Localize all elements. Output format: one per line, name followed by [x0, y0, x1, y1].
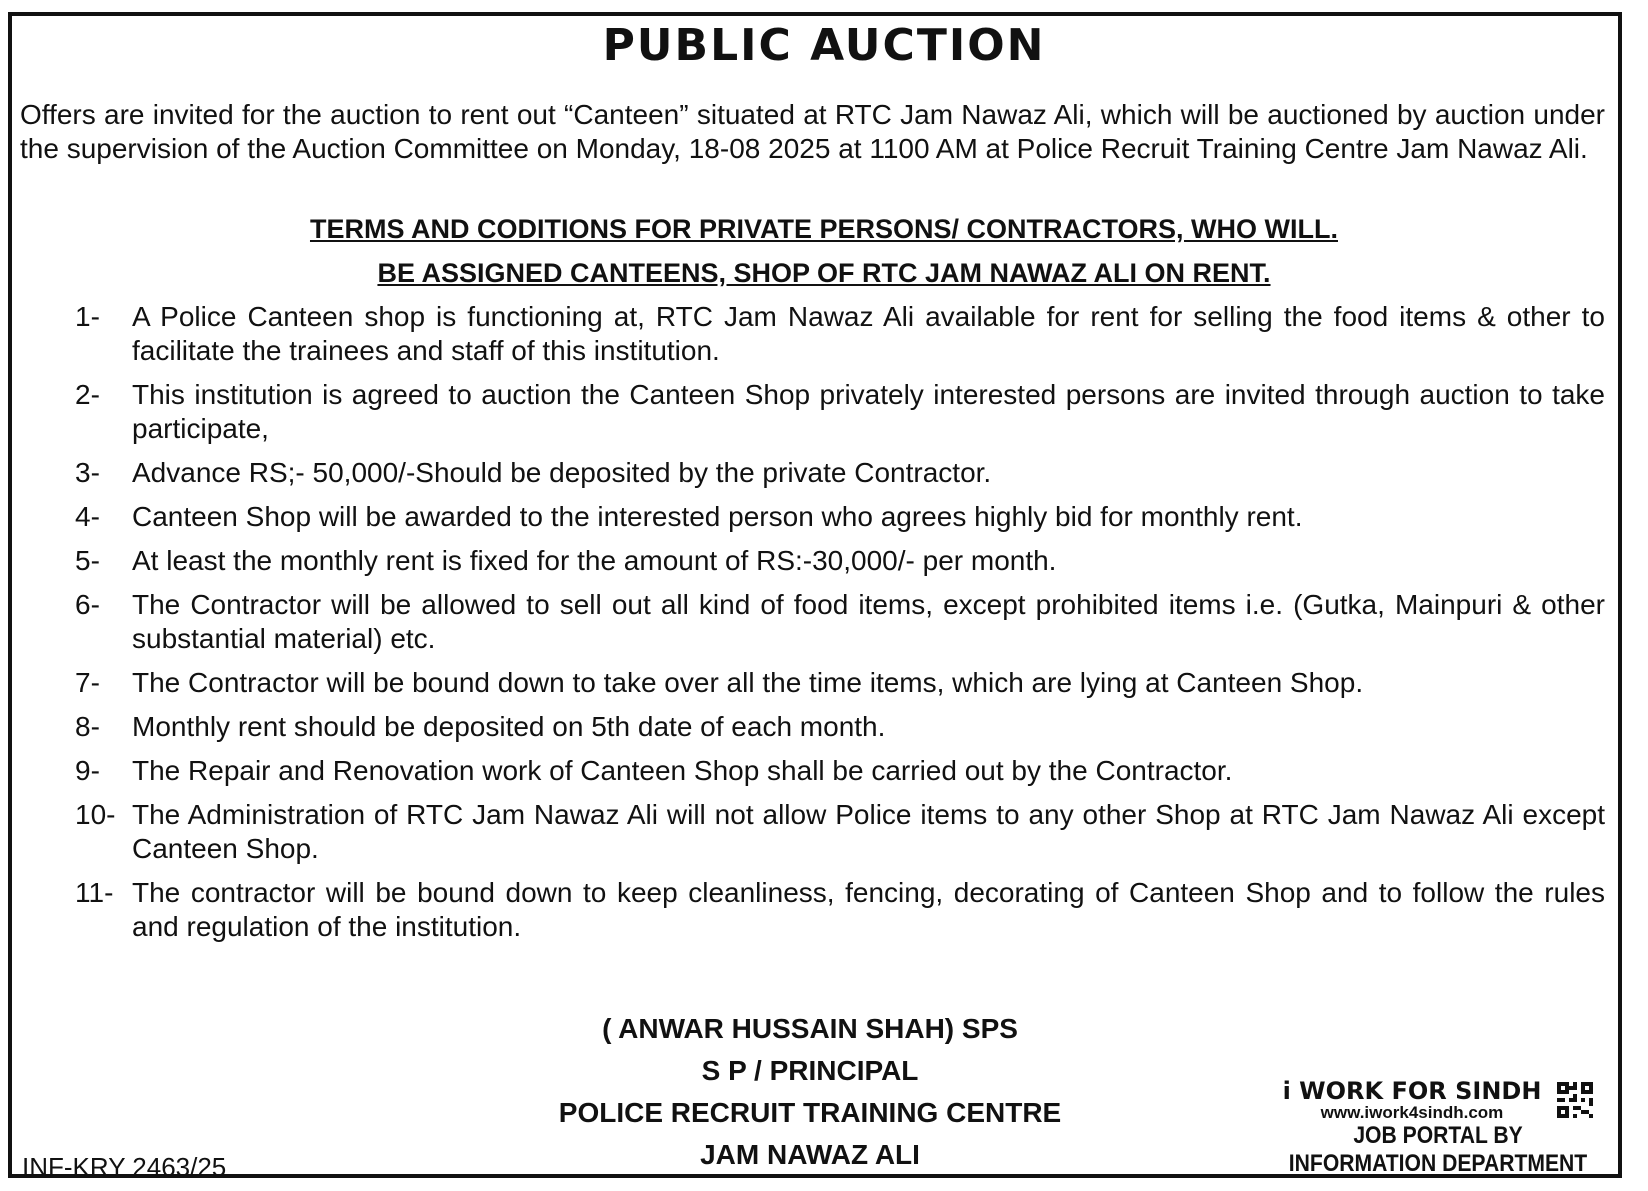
term-number: 9- — [75, 755, 100, 786]
term-item — [75, 544, 1605, 578]
term-item — [75, 456, 1605, 490]
term-text: This institution is agreed to auction the Canteen Shop privately interested persons are invited through auction to take participate, — [132, 379, 1605, 444]
term-text: The Contractor will be allowed to sell out all kind of food items, except prohibited items i.e. (Gutka, Mainpuri & other substantial material) etc. — [132, 589, 1605, 654]
term-text: Canteen Shop will be awarded to the interested person who agrees highly bid for monthly rent. — [132, 501, 1303, 532]
portal-line-1: JOB PORTAL BY — [1353, 1122, 1523, 1149]
term-text: The Contractor will be bound down to take over all the time items, which are lying at Canteen Shop. — [132, 667, 1364, 698]
term-item — [75, 710, 1605, 744]
term-item — [75, 378, 1605, 446]
term-item — [75, 798, 1605, 866]
term-number: 10- — [75, 799, 116, 830]
term-number: 1- — [75, 301, 100, 332]
term-text: A Police Canteen shop is functioning at, RTC Jam Nawaz Ali available for rent for selling the food items & other to facilitate the trainees and staff of this institution. — [132, 301, 1605, 366]
term-number: 6- — [75, 589, 100, 620]
terms-list — [75, 300, 1605, 954]
signature-block — [440, 1008, 1180, 1176]
term-text: At least the monthly rent is fixed for the amount of RS:-30,000/- per month. — [132, 545, 1057, 576]
logo-brand: i WORK FOR SINDH — [1282, 1077, 1542, 1105]
term-item — [75, 500, 1605, 534]
term-item — [75, 876, 1605, 944]
signatory-designation: S P / PRINCIPAL — [701, 1055, 919, 1086]
signatory-location: JAM NAWAZ ALI — [700, 1139, 920, 1170]
terms-heading-line-1: TERMS AND CODITIONS FOR PRIVATE PERSONS/ CONTRACTORS, WHO WILL. — [309, 214, 1338, 244]
term-item — [75, 588, 1605, 656]
term-text: Monthly rent should be deposited on 5th date of each month. — [132, 711, 886, 742]
term-number: 5- — [75, 545, 100, 576]
term-text: The Repair and Renovation work of Canteen Shop shall be carried out by the Contractor. — [132, 755, 1233, 786]
term-number: 4- — [75, 501, 100, 532]
term-number: 3- — [75, 457, 100, 488]
term-item — [75, 754, 1605, 788]
signatory-name: ( ANWAR HUSSAIN SHAH) SPS — [602, 1013, 1018, 1044]
portal-line-2: INFORMATION DEPARTMENT — [1288, 1150, 1588, 1177]
logo-row — [1268, 1078, 1608, 1122]
signatory-organization: POLICE RECRUIT TRAINING CENTRE — [558, 1097, 1062, 1128]
term-number: 8- — [75, 711, 100, 742]
term-text: The contractor will be bound down to keep cleanliness, fencing, decorating of Canteen Shop and to follow the rules and regulation of the institution. — [132, 877, 1605, 942]
terms-heading-line-2: BE ASSIGNED CANTEENS, SHOP OF RTC JAM NAWAZ ALI ON RENT. — [377, 258, 1271, 288]
iwork-logo-block — [1268, 1078, 1608, 1178]
intro-paragraph: Offers are invited for the auction to rent out “Canteen” situated at RTC Jam Nawaz Ali, which will be auctioned by auction under the supervision of the Auction Committee on Monday, 18-08 2025 at 1100 AM at Police Recruit Training Centre Jam Nawaz Ali. — [20, 99, 1605, 164]
logo-url: www.iwork4sindh.com — [1320, 1103, 1504, 1122]
term-number: 2- — [75, 379, 100, 410]
qr-code-icon — [1557, 1082, 1593, 1118]
notice-title: PUBLIC AUCTION — [602, 20, 1046, 71]
term-number: 11- — [75, 877, 114, 908]
logo-text — [1283, 1078, 1542, 1122]
reference-number: INF-KRY 2463/25 — [22, 1152, 227, 1182]
term-item — [75, 300, 1605, 368]
term-number: 7- — [75, 667, 100, 698]
term-item — [75, 666, 1605, 700]
term-text: The Administration of RTC Jam Nawaz Ali will not allow Police items to any other Shop at RTC Jam Nawaz Ali except Canteen Shop. — [132, 799, 1605, 864]
term-text: Advance RS;- 50,000/-Should be deposited by the private Contractor. — [132, 457, 992, 488]
